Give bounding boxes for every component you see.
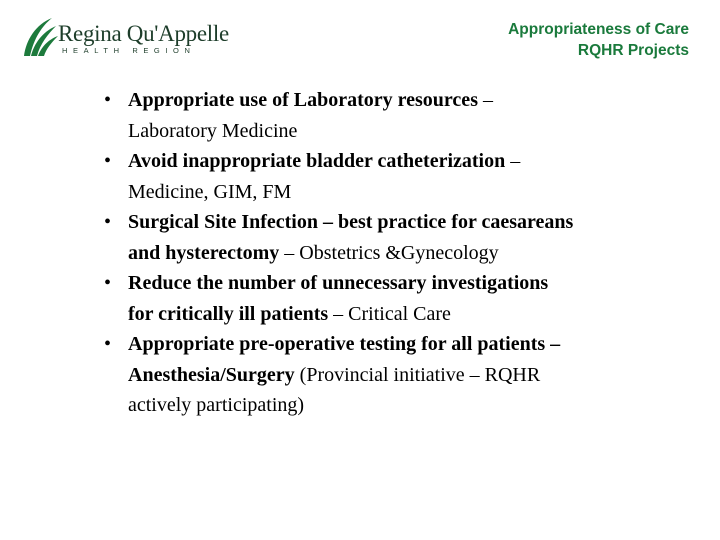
page-title: [508, 19, 689, 61]
item-detail-text: – Laboratory Medicine: [128, 89, 493, 142]
item-bold-text: Reduce the number of unnecessary investigations for critically ill patients: [128, 272, 549, 325]
item-bold-text: Avoid inappropriate bladder catheterization: [128, 150, 506, 172]
organization-logo: [22, 16, 232, 58]
title-line-1: Appropriateness of Care: [508, 21, 689, 38]
item-detail-text: – Critical Care: [328, 302, 451, 325]
list-item: [104, 207, 574, 268]
list-item: [104, 146, 574, 207]
list-item: [104, 329, 574, 421]
logo-name: Regina Qu'Appelle: [58, 21, 229, 46]
item-detail-text: – Obstetrics &Gynecology: [279, 241, 499, 264]
item-detail-text: – Medicine, GIM, FM: [128, 150, 521, 203]
logo-subtitle: HEALTH REGION: [62, 46, 196, 55]
project-list: [104, 85, 574, 421]
item-bold-text: Appropriate pre-operative testing for all patients – Anesthesia/Surgery: [128, 333, 561, 386]
leaf-logo-icon: [22, 16, 62, 58]
list-item: [104, 268, 574, 329]
item-detail-text: (Provincial initiative – RQHR actively participating): [128, 363, 541, 416]
title-line-2: RQHR Projects: [577, 42, 689, 59]
item-bold-text: Appropriate use of Laboratory resources: [128, 89, 478, 111]
item-bold-text: Surgical Site Infection – best practice for caesareans and hysterectomy: [128, 211, 574, 264]
list-item: [104, 85, 574, 146]
